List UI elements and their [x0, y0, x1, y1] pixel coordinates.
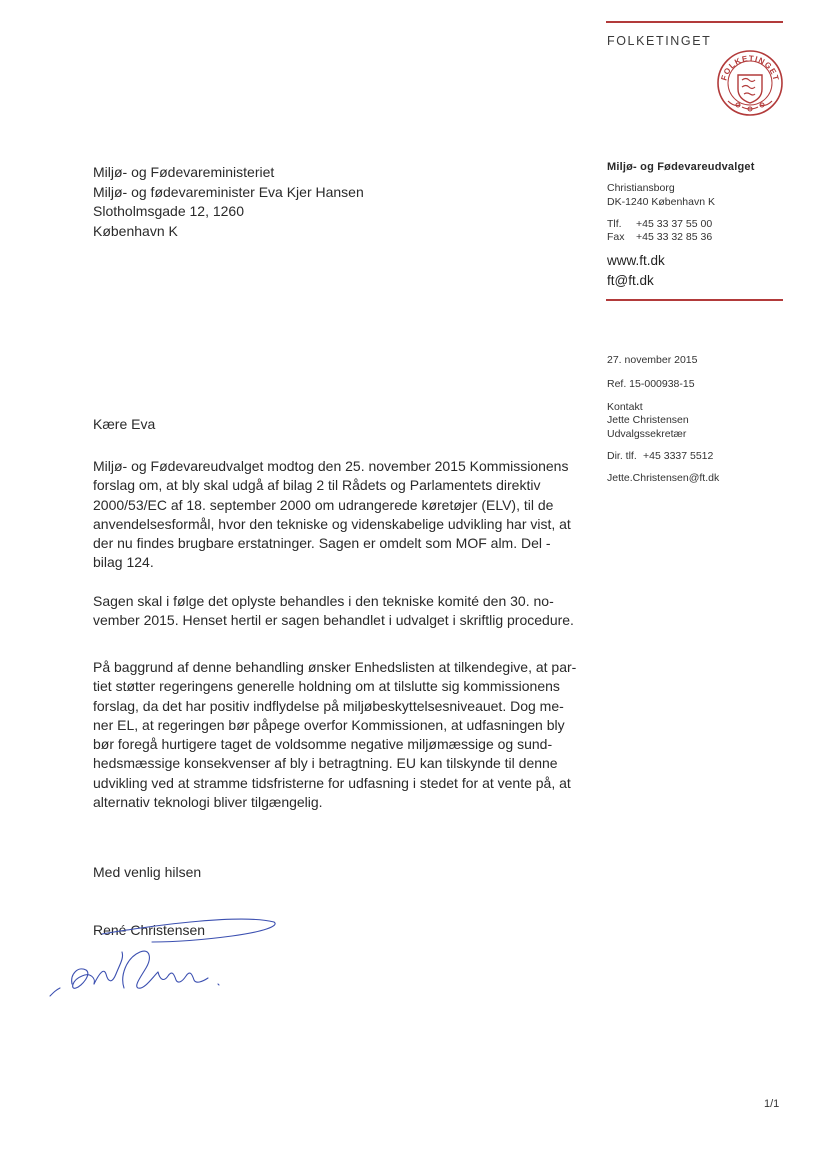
- handwritten-signature: [42, 912, 282, 1002]
- website-link[interactable]: www.ft.dk: [607, 253, 665, 268]
- phone-value: +45 33 37 55 00: [636, 218, 713, 230]
- paragraph-line: Miljø- og Fødevareudvalget modtog den 25. november 2015 Kommissionens: [93, 458, 569, 474]
- body-paragraph-1: [93, 457, 593, 573]
- recipient-line: København K: [93, 222, 178, 239]
- letter-date: 27. november 2015: [607, 354, 698, 366]
- recipient-line: Slotholmsgade 12, 1260: [93, 203, 244, 219]
- body-paragraph-2: [93, 592, 593, 631]
- letterhead-divider: [606, 299, 783, 301]
- body-paragraph-3: [93, 658, 593, 812]
- signer-name: René Christensen: [93, 922, 206, 938]
- recipient-line: Miljø- og Fødevareministeriet: [93, 164, 275, 180]
- phone-row: [607, 218, 712, 231]
- paragraph-line: Sagen skal i følge det oplyste behandles i den tekniske komité den 30. no-: [93, 593, 554, 609]
- paragraph-line: alternativ teknologi bliver tilgængelig.: [93, 794, 323, 811]
- paragraph-line: vember 2015. Henset hertil er sagen behandlet i udvalget i skriftlig procedure.: [93, 612, 574, 629]
- fax-row: [607, 231, 712, 244]
- top-divider: [606, 21, 783, 23]
- page-number: 1/1: [764, 1098, 780, 1110]
- contact-title: Udvalgssekretær: [607, 428, 687, 440]
- email-link[interactable]: ft@ft.dk: [607, 273, 654, 288]
- address-line-2: DK-1240 København K: [607, 196, 715, 208]
- paragraph-line: 2000/53/EC af 18. september 2000 om udrangerede køretøjer (ELV), til de: [93, 496, 554, 513]
- contact-email-link[interactable]: Jette.Christensen@ft.dk: [607, 472, 720, 484]
- fax-label: Fax: [607, 231, 625, 243]
- direct-phone-value: +45 3337 5512: [643, 450, 714, 462]
- paragraph-line: anvendelsesformål, hvor den tekniske og videnskabelige udvikling har vist, at: [93, 515, 571, 532]
- closing: Med venlig hilsen: [93, 864, 202, 880]
- direct-phone-row: [607, 450, 713, 463]
- paragraph-line: tiet støtter regeringens generelle holdning om at tilslutte sig kommissionens: [93, 678, 560, 695]
- paragraph-line: udvikling ved at stramme tidsfristerne for udfasning i stedet for at vente på, at: [93, 774, 571, 791]
- reference-number: Ref. 15-000938-15: [607, 378, 695, 390]
- direct-phone-label: Dir. tlf.: [607, 450, 637, 462]
- committee-name: Miljø- og Fødevareudvalget: [607, 161, 755, 173]
- paragraph-line: forslag om, at bly skal udgå af bilag 2 til Rådets og Parlamentets direktiv: [93, 477, 541, 494]
- recipient-address: [93, 163, 364, 241]
- paragraph-line: der nu findes brugbare erstatninger. Sagen er omdelt som MOF alm. Del -: [93, 535, 551, 552]
- paragraph-line: forslag, da det har positiv indflydelse på miljøbeskyttelsesniveauet. Dog me-: [93, 697, 564, 714]
- paragraph-line: bilag 124.: [93, 554, 154, 571]
- contact-label: Kontakt: [607, 401, 643, 413]
- svg-text:FOLKETINGET: FOLKETINGET: [719, 53, 781, 83]
- brand-name: FOLKETINGET: [607, 34, 712, 48]
- fax-value: +45 33 32 85 36: [636, 231, 713, 243]
- folketinget-seal-icon: [716, 49, 784, 117]
- phone-label: Tlf.: [607, 218, 622, 230]
- contact-name: Jette Christensen: [607, 414, 689, 426]
- paragraph-line: ner EL, at regeringen bør påpege overfor Kommissionen, at udfasningen bly: [93, 716, 565, 733]
- paragraph-line: bør foregå hurtigere taget de voldsomme negative miljømæssige og sund-: [93, 736, 553, 753]
- address-line-1: Christiansborg: [607, 182, 675, 194]
- recipient-line: Miljø- og fødevareminister Eva Kjer Hansen: [93, 183, 364, 200]
- paragraph-line: På baggrund af denne behandling ønsker Enhedslisten at tilkendegive, at par-: [93, 659, 577, 675]
- paragraph-line: hedsmæssige konsekvenser af bly i betragtning. EU kan tilskynde til denne: [93, 755, 558, 772]
- greeting: Kære Eva: [93, 416, 156, 432]
